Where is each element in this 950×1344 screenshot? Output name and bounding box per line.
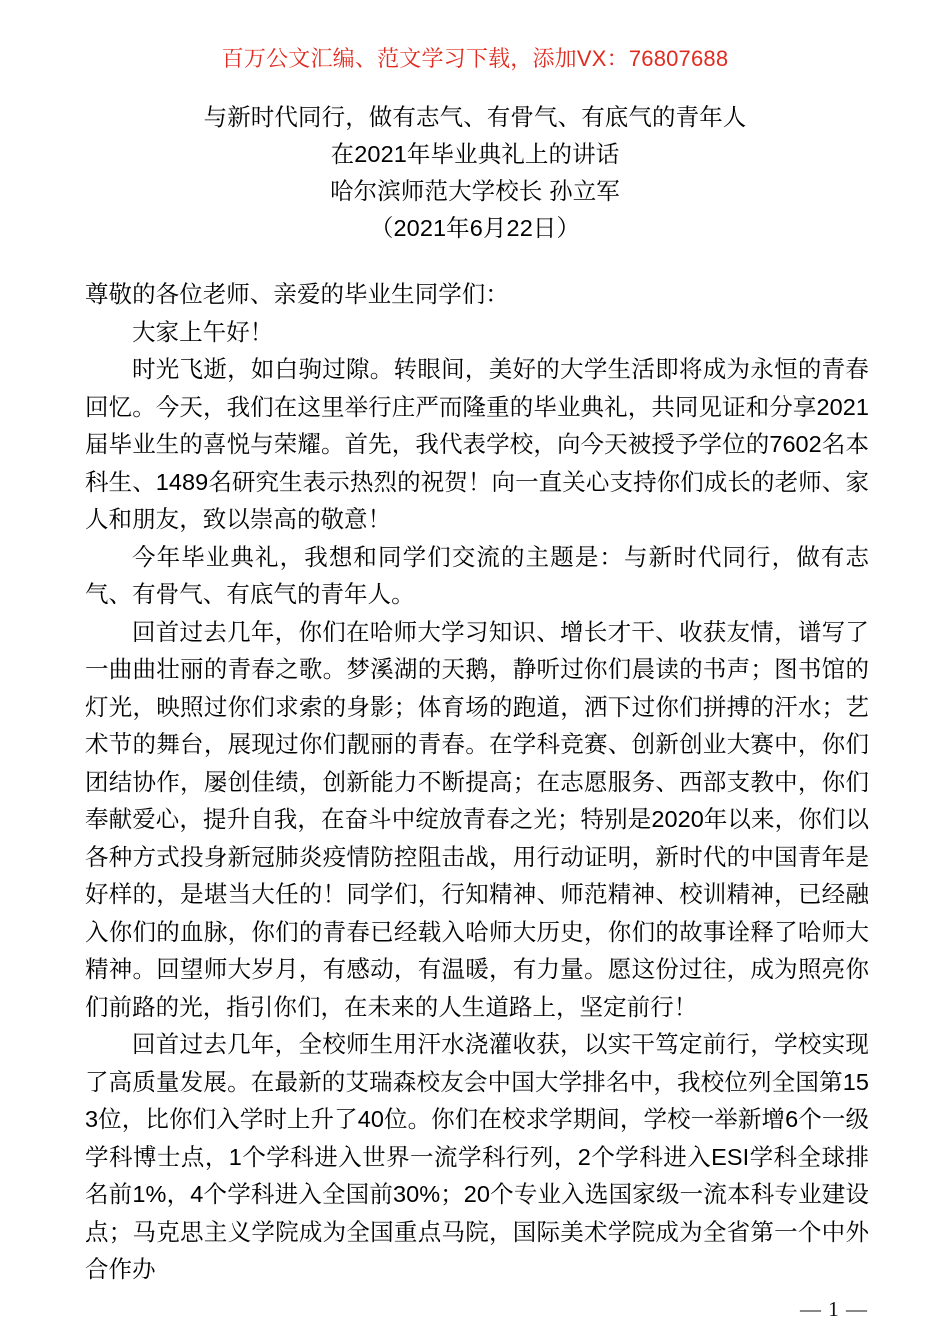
title-line-occasion: 在2021年毕业典礼上的讲话 — [330, 141, 620, 167]
title-line-date: （2021年6月22日） — [369, 215, 581, 241]
paragraph-theme: 今年毕业典礼，我想和同学们交流的主题是：与新时代同行，做有志气、有骨气、有底气的青年人。 — [85, 543, 869, 607]
paragraph-retrospect-school: 回首过去几年，全校师生用汗水浇灌收获，以实干笃定前行，学校实现了高质量发展。在最新的艾瑞森校友会中国大学排名中，我校位列全国第153位，比你们入学时上升了40位。你们在校求学期间，学校一举新增6个一级学科博士点，1个学科进入世界一流学科行列，2个学科进入ESI学科全球排名前1%，4个学科进入全国前30%；20个专业入选国家级一流本科专业建设点；马克思主义学院成为全国重点马院，国际美术学院成为全省第一个中外合作办 — [85, 1031, 869, 1282]
paragraph-retrospect-students: 回首过去几年，你们在哈师大学习知识、增长才干、收获友情，谱写了一曲曲壮丽的青春之歌。梦溪湖的天鹅，静听过你们晨读的书声；图书馆的灯光，映照过你们求索的身影；体育场的跑道，洒下过你们拼搏的汗水；艺术节的舞台，展现过你们靓丽的青春。在学科竞赛、创新创业大赛中，你们团结协作，屡创佳绩，创新能力不断提高；在志愿服务、西部支教中，你们奉献爱心，提升自我，在奋斗中绽放青春之光；特别是2020年以来，你们以各种方式投身新冠肺炎疫情防控阻击战，用行动证明，新时代的中国青年是好样的，是堪当大任的！同学们，行知精神、师范精神、校训精神，已经融入你们的血脉，你们的青春已经载入哈师大历史，你们的故事诠释了哈师大精神。回望师大岁月，有感动，有温暖，有力量。愿这份过往，成为照亮你们前路的光，指引你们，在未来的人生道路上，坚定前行！ — [85, 618, 869, 1020]
paragraph-congratulations: 时光飞逝，如白驹过隙。转眼间，美好的大学生活即将成为永恒的青春回忆。今天，我们在这里举行庄严而隆重的毕业典礼，共同见证和分享2021届毕业生的喜悦与荣耀。首先，我代表学校，向今天被授予学位的7602名本科生、1489名研究生表示热烈的祝贺！向一直关心支持你们成长的老师、家人和朋友，致以崇高的敬意！ — [85, 356, 869, 532]
paragraph-salutation: 尊敬的各位老师、亲爱的毕业生同学们： — [85, 281, 509, 307]
paragraph-greeting: 大家上午好！ — [132, 318, 274, 345]
document-body — [85, 276, 869, 1289]
title-line-speaker: 哈尔滨师范大学校长 孙立军 — [330, 178, 620, 204]
document-title-block — [0, 99, 950, 247]
page-number: — 1 — — [800, 1297, 868, 1321]
title-line-main: 与新时代同行，做有志气、有骨气、有底气的青年人 — [203, 104, 747, 130]
promo-banner-text: 百万公文汇编、范文学习下载，添加VX：76807688 — [221, 46, 729, 71]
